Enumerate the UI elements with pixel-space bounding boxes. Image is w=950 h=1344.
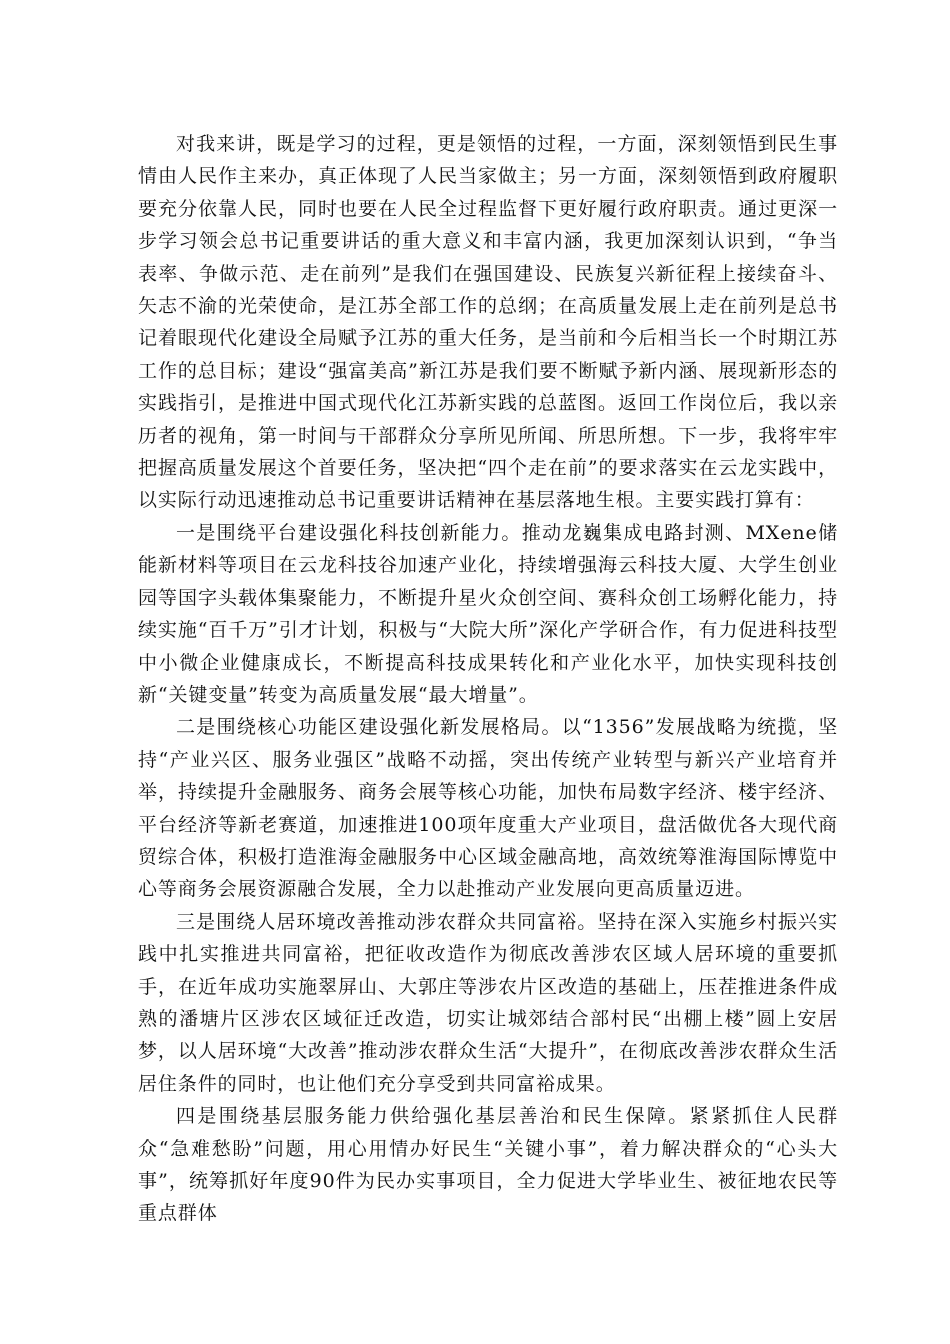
paragraph-point-four: 四是围绕基层服务能力供给强化基层善治和民生保障。紧紧抓住人民群众“急难愁盼”问题，用心用情办好民生“关键小事”，着力解决群众的“心头大事”，统筹抓好年度90件为民办实事项目，全力促进大学毕业生、被征地农民等重点群体 bbox=[138, 1105, 838, 1225]
document-body bbox=[138, 128, 838, 1230]
paragraph-point-one: 一是围绕平台建设强化科技创新能力。推动龙巍集成电路封测、MXene储能新材料等项目在云龙科技谷加速产业化，持续增强海云科技大厦、大学生创业园等国字头载体集聚能力，不断提升星火众创空间、赛科众创工场孵化能力，持续实施“百千万”引才计划，积极与“大院大所”深化产学研合作，有力促进科技型中小微企业健康成长，不断提高科技成果转化和产业化水平，加快实现科技创新“关键变量”转变为高质量发展“最大增量”。 bbox=[138, 521, 838, 706]
paragraph-point-three: 三是围绕人居环境改善推动涉农群众共同富裕。坚持在深入实施乡村振兴实践中扎实推进共同富裕，把征收改造作为彻底改善涉农区域人居环境的重要抓手，在近年成功实施翠屏山、大郭庄等涉农片区改造的基础上，压茬推进条件成熟的潘塘片区涉农区域征迁改造，切实让城郊结合部村民“出棚上楼”圆上安居梦，以人居环境“大改善”推动涉农群众生活“大提升”，在彻底改善涉农群众生活居住条件的同时，也让他们充分享受到共同富裕成果。 bbox=[138, 910, 838, 1095]
paragraph-intro: 对我来讲，既是学习的过程，更是领悟的过程，一方面，深刻领悟到民生事情由人民作主来办，真正体现了人民当家做主；另一方面，深刻领悟到政府履职要充分依靠人民，同时也要在人民全过程监督下更好履行政府职责。通过更深一步学习领会总书记重要讲话的重大意义和丰富内涵，我更加深刻认识到，“争当表率、争做示范、走在前列”是我们在强国建设、民族复兴新征程上接续奋斗、矢志不渝的光荣使命，是江苏全部工作的总纲；在高质量发展上走在前列是总书记着眼现代化建设全局赋予江苏的重大任务，是当前和今后相当长一个时期江苏工作的总目标；建设“强富美高”新江苏是我们要不断赋予新内涵、展现新形态的实践指引，是推进中国式现代化江苏新实践的总蓝图。返回工作岗位后，我以亲历者的视角，第一时间与干部群众分享所见所闻、所思所想。下一步，我将牢牢把握高质量发展这个首要任务，坚决把“四个走在前”的要求落实在云龙实践中，以实际行动迅速推动总书记重要讲话精神在基层落地生根。主要实践打算有： bbox=[138, 133, 838, 512]
paragraph-point-two: 二是围绕核心功能区建设强化新发展格局。以“1356”发展战略为统揽，坚持“产业兴区、服务业强区”战略不动摇，突出传统产业转型与新兴产业培育并举，持续提升金融服务、商务会展等核心功能，加快布局数字经济、楼宇经济、平台经济等新老赛道，加速推进100项年度重大产业项目，盘活做优各大现代商贸综合体，积极打造淮海金融服务中心区域金融高地，高效统筹淮海国际博览中心等商务会展资源融合发展，全力以赴推动产业发展向更高质量迈进。 bbox=[138, 716, 838, 901]
